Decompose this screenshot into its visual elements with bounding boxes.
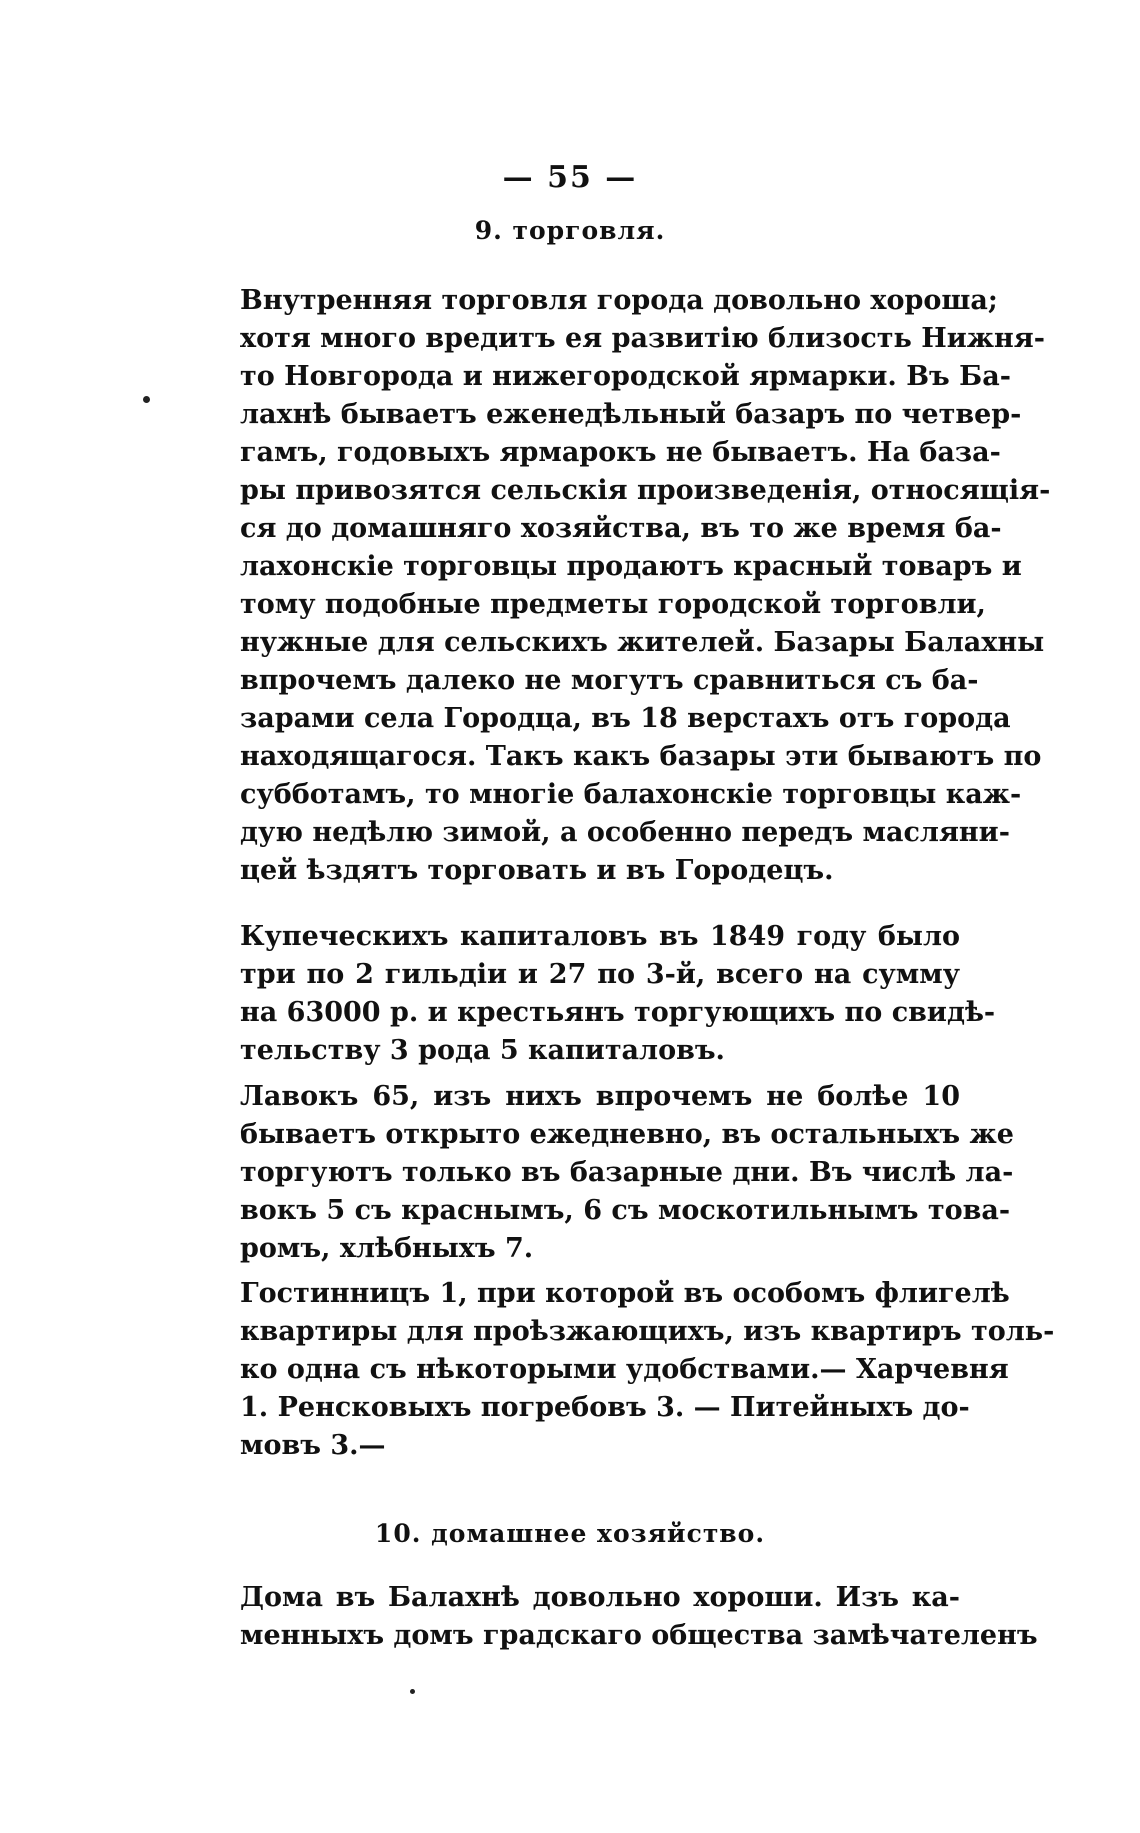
paragraph-merchant-capitals — [240, 918, 996, 1070]
text-line: лахнѣ бываетъ еженедѣльный базаръ по четвер- — [240, 399, 1022, 430]
text-line: ко одна съ нѣкоторыми удобствами.— Харчевня — [240, 1354, 1009, 1385]
paragraph-inns — [240, 1275, 1055, 1465]
text-line: менныхъ домъ градскаго общества замѣчателенъ — [240, 1620, 1038, 1651]
text-line: гамъ, годовыхъ ярмарокъ не бываетъ. На база- — [240, 437, 1001, 468]
text-line: бываетъ открыто ежедневно, въ остальныхъ же — [240, 1119, 1014, 1150]
text-line: ся до домашняго хозяйства, въ то же время ба- — [240, 513, 1002, 544]
text-line: впрочемъ далеко не могутъ сравниться съ ба- — [240, 665, 979, 696]
text-line: Купеческихъ капиталовъ въ 1849 году было — [240, 921, 960, 952]
text-line: дую недѣлю зимой, а особенно передъ масляни- — [240, 817, 1010, 848]
section-heading-trade: 9. торговля. — [474, 216, 666, 245]
text-line: тому подобные предметы городской торговли, — [240, 589, 986, 620]
paragraph-internal-trade — [240, 282, 1051, 890]
page-number: — 55 — — [502, 160, 638, 195]
text-line: на 63000 р. и крестьянъ торгующихъ по свидѣ- — [240, 997, 996, 1028]
text-line: Внутренняя торговля города довольно хороша; — [240, 285, 998, 316]
paragraph-houses — [240, 1579, 1038, 1655]
scan-speck — [410, 1689, 415, 1694]
text-line: 1. Ренсковыхъ погребовъ 3. — Питейныхъ до- — [240, 1392, 970, 1423]
text-line: Гостинницъ 1, при которой въ особомъ флигелѣ — [240, 1278, 1010, 1309]
text-line: субботамъ, то многіе балахонскіе торговцы каж- — [240, 779, 1022, 810]
text-line: квартиры для проѣзжающихъ, изъ квартиръ толь- — [240, 1316, 1055, 1347]
text-line: находящагося. Такъ какъ базары эти бываютъ по — [240, 741, 1042, 772]
section-heading-household: 10. домашнее хозяйство. — [374, 1519, 766, 1548]
text-line: цей ѣздятъ торговать и въ Городецъ. — [240, 855, 834, 886]
text-line: ры привозятся сельскія произведенія, относящія- — [240, 475, 1051, 506]
text-line: Лавокъ 65, изъ нихъ впрочемъ не болѣе 10 — [240, 1081, 960, 1112]
text-line: торгуютъ только въ базарные дни. Въ числѣ ла- — [240, 1157, 1014, 1188]
text-line: три по 2 гильдіи и 27 по 3-й, всего на сумму — [240, 959, 960, 990]
text-line: Дома въ Балахнѣ довольно хороши. Изъ ка- — [240, 1582, 960, 1613]
text-line: нужные для сельскихъ жителей. Базары Балахны — [240, 627, 1045, 658]
text-line: тельству 3 рода 5 капиталовъ. — [240, 1035, 725, 1066]
text-line: хотя много вредитъ ея развитію близость Нижня- — [240, 323, 1045, 354]
text-line: вокъ 5 съ краснымъ, 6 съ москотильнымъ това- — [240, 1195, 1011, 1226]
paragraph-shops — [240, 1078, 1014, 1268]
text-line: мовъ 3.— — [240, 1430, 386, 1461]
text-line: зарами села Городца, въ 18 верстахъ отъ города — [240, 703, 1011, 734]
text-line: лахонскіе торговцы продаютъ красный товаръ и — [240, 551, 1022, 582]
text-line: то Новгорода и нижегородской ярмарки. Въ Ба- — [240, 361, 1011, 392]
text-line: ромъ, хлѣбныхъ 7. — [240, 1233, 534, 1264]
scan-speck — [143, 396, 150, 403]
